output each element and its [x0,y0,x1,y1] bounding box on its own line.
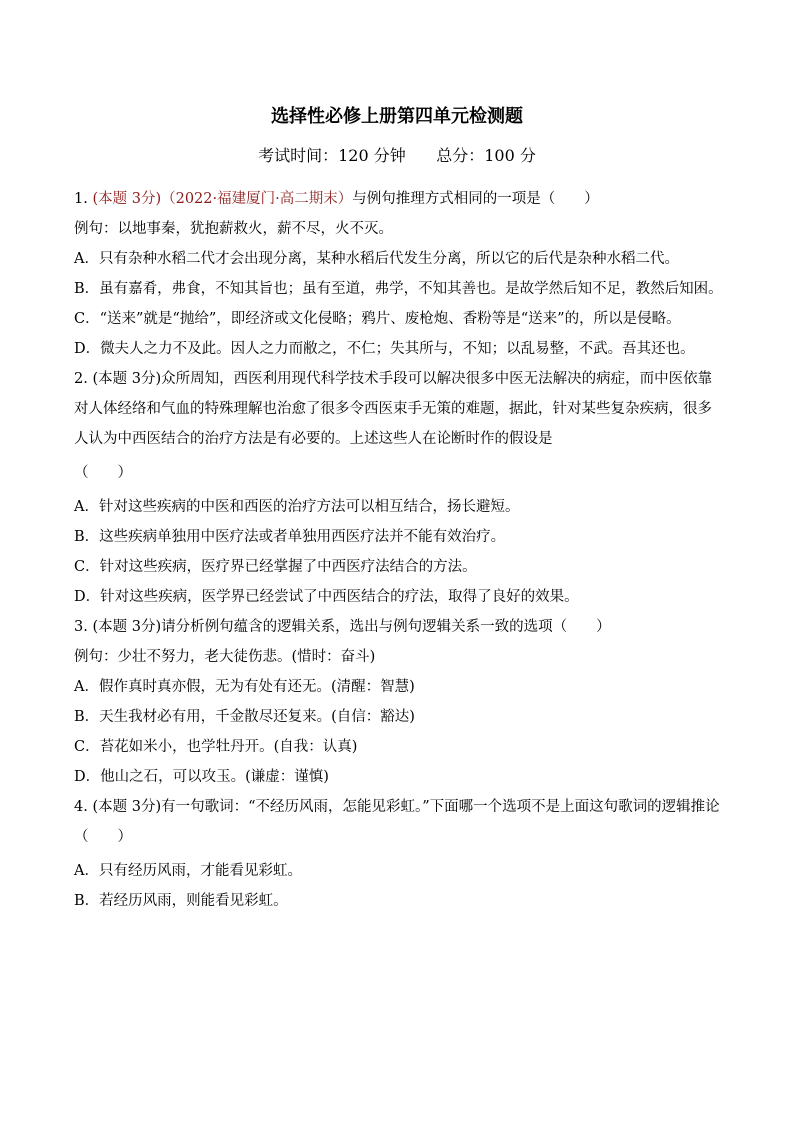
option-c[interactable]: C．“送来”就是“抛给”，即经济或文化侵略；鸦片、废枪炮、香粉等是“送来”的，所以是侵略。 [74,311,681,327]
question-stem [74,364,724,454]
question-stem [74,184,724,214]
option-d[interactable]: D．微夫人之力不及此。因人之力而敝之，不仁；失其所与，不知；以乱易整，不武。吾其还也。 [74,341,695,357]
question-text: 与例句推理方式相同的一项是（ ） [352,191,599,207]
option-a[interactable]: A．只有杂种水稻二代才会出现分离，某种水稻后代发生分离，所以它的后代是杂种水稻二代。 [74,251,679,267]
option-c[interactable]: C．苔花如米小，也学牡丹开。(自我：认真) [74,739,358,755]
option-b[interactable]: B．这些疾病单独用中医疗法或者单独用西医疗法并不能有效治疗。 [74,529,506,545]
question-example: 例句：少壮不努力，老大徒伤悲。(惜时：奋斗) [74,649,376,665]
question-1 [74,184,724,364]
page-title: 选择性必修上册第四单元检测题 [271,106,523,127]
option-b[interactable]: B．若经历风雨，则能看见彩虹。 [74,893,288,909]
question-2 [74,364,724,612]
question-number: 3. [74,619,88,635]
option-b[interactable]: B．虽有嘉肴，弗食，不知其旨也；虽有至道，弗学，不知其善也。是故学然后知不足，教然后知困。 [74,281,723,297]
question-text: 请分析例句蕴含的逻辑关系，选出与例句逻辑关系一致的选项（ ） [161,619,611,635]
question-number: 4. [74,799,88,815]
question-number: 2. [74,371,88,387]
answer-blank: （ ） [74,465,132,481]
question-list [74,184,724,916]
question-stem [74,792,724,852]
option-a[interactable]: A．假作真时真亦假，无为有处有还无。(清醒：智慧) [74,679,415,695]
question-3 [74,612,724,792]
question-meta: (本题 3分)（2022·福建厦门·高二期末） [92,191,353,207]
exam-info: 考试时间：120 分钟 总分：100 分 [258,146,536,165]
question-text: 众所周知，西医利用现代科学技术手段可以解决很多中医无法解决的病症，而中医依靠对人体经络和气血的特殊理解也治愈了很多令西医束手无策的难题，据此，针对某些复杂疾病，很多人认为中西医结合的治疗方法是有必要的。上述这些人在论断时作的假设是 [74,371,713,447]
question-4 [74,792,724,916]
question-text: 有一句歌词：“不经历风雨，怎能见彩虹。”下面哪一个选项不是上面这句歌词的逻辑推论（ ） [74,799,720,845]
question-example: 例句：以地事秦，犹抱薪救火，薪不尽，火不灭。 [74,221,393,237]
option-a[interactable]: A．针对这些疾病的中医和西医的治疗方法可以相互结合，扬长避短。 [74,499,520,515]
option-d[interactable]: D．他山之石，可以攻玉。(谦虚：谨慎) [74,769,329,785]
question-meta: (本题 3分) [92,371,162,387]
question-number: 1. [74,191,88,207]
option-c[interactable]: C．针对这些疾病，医疗界已经掌握了中西医疗法结合的方法。 [74,559,477,575]
option-a[interactable]: A．只有经历风雨，才能看见彩虹。 [74,863,302,879]
question-meta: (本题 3分) [92,799,162,815]
option-d[interactable]: D．针对这些疾病，医学界已经尝试了中西医结合的疗法，取得了良好的效果。 [74,589,579,605]
option-b[interactable]: B．天生我材必有用，千金散尽还复来。(自信：豁达) [74,709,415,725]
question-stem [74,612,724,642]
question-meta: (本题 3分) [92,619,162,635]
